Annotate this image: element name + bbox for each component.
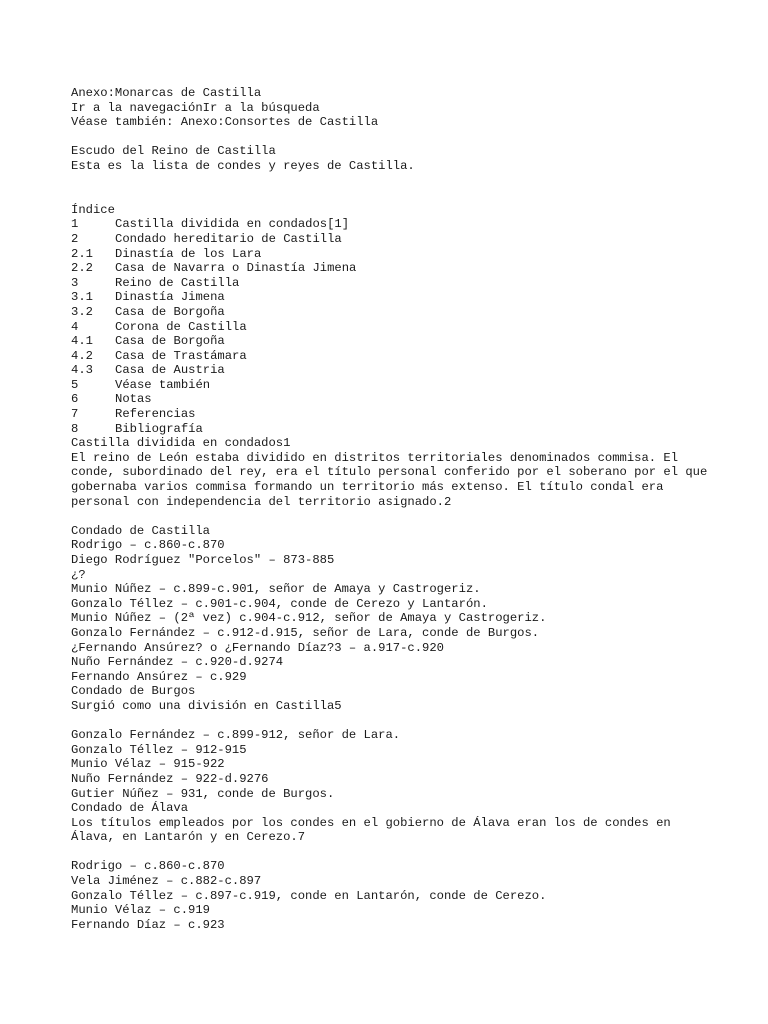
list-item: ¿? — [71, 567, 86, 582]
list-item: Rodrigo – c.860-c.870 — [71, 538, 225, 553]
toc-item-number: 8 — [71, 421, 79, 436]
toc-item[interactable] — [71, 276, 711, 291]
list-item: Gonzalo Téllez – c.897-c.919, conde en Lantarón, conde de Cerezo. — [71, 888, 547, 903]
list-item: Nuño Fernández – c.920-d.9274 — [71, 655, 284, 670]
list-item: Fernando Ansúrez – c.929 — [71, 669, 247, 684]
section-heading-alava: Condado de Álava — [71, 801, 189, 816]
list-item: ¿Fernando Ansúrez? o ¿Fernando Díaz?3 – a.917-c.920 — [71, 640, 444, 655]
toc-item-number: 2.1 — [71, 246, 93, 261]
list-item: Gonzalo Téllez – c.901-c.904, conde de Cerezo y Lantarón. — [71, 596, 488, 611]
toc-item[interactable] — [71, 422, 711, 437]
toc-item-label[interactable]: Corona de Castilla — [115, 319, 247, 334]
toc-item-label[interactable]: Dinastía Jimena — [115, 290, 225, 305]
list-item: Nuño Fernández – 922-d.9276 — [71, 771, 269, 786]
toc-item[interactable] — [71, 261, 711, 276]
toc-item-label[interactable]: Dinastía de los Lara — [115, 246, 262, 261]
toc-item-number: 3.1 — [71, 290, 93, 305]
list-item: Vela Jiménez – c.882-c.897 — [71, 874, 262, 889]
list-item: Diego Rodríguez "Porcelos" – 873-885 — [71, 553, 335, 567]
list-item: Gonzalo Téllez – 912-915 — [71, 742, 247, 757]
list-item: Munio Núñez – c.899-c.901, señor de Amaya y Castrogeriz. — [71, 582, 481, 597]
burgos-count-list — [71, 728, 711, 801]
toc-item-label[interactable]: Referencias — [115, 407, 196, 422]
list-item: Gutier Núñez – 931, conde de Burgos. — [71, 786, 335, 801]
toc-item[interactable] — [71, 392, 711, 407]
toc-item-label[interactable]: Reino de Castilla — [115, 275, 240, 290]
burgos-intro: Surgió como una división en Castilla5 — [71, 698, 342, 713]
toc-item-label[interactable]: Casa de Borgoña — [115, 304, 225, 319]
intro-summary: Esta es la lista de condes y reyes de Castilla. — [71, 158, 415, 173]
section-heading-burgos: Condado de Burgos — [71, 684, 196, 699]
toc-item-number: 4 — [71, 319, 79, 334]
toc-item-number: 4.2 — [71, 348, 93, 363]
list-item: Gonzalo Fernández – c.899-912, señor de Lara. — [71, 728, 401, 743]
toc-item[interactable] — [71, 378, 711, 393]
toc-item-label[interactable]: Casa de Borgoña — [115, 334, 225, 349]
section-heading-condados: Castilla dividida en condados1 — [71, 436, 291, 451]
toc-item-number: 2.2 — [71, 261, 93, 276]
toc-item-label[interactable]: Casa de Austria — [115, 363, 225, 378]
toc-item[interactable] — [71, 247, 711, 262]
list-item: Rodrigo – c.860-c.870 — [71, 859, 225, 874]
toc-item-number: 6 — [71, 392, 79, 407]
table-of-contents — [71, 217, 711, 436]
toc-item[interactable] — [71, 349, 711, 364]
toc-item-label[interactable]: Bibliografía — [115, 421, 203, 436]
see-also-link[interactable]: Véase también: Anexo:Consortes de Castilla — [71, 115, 379, 130]
spacer — [71, 130, 711, 145]
toc-item-label[interactable]: Casa de Navarra o Dinastía Jimena — [115, 261, 357, 276]
spacer — [71, 174, 711, 203]
toc-item-label[interactable]: Condado hereditario de Castilla — [115, 231, 342, 246]
toc-item[interactable] — [71, 232, 711, 247]
toc-item[interactable] — [71, 363, 711, 378]
toc-item-number: 3 — [71, 275, 79, 290]
list-item: Munio Núñez – (2ª vez) c.904-c.912, señor de Amaya y Castrogeriz. — [71, 611, 547, 626]
list-item: Munio Vélaz – c.919 — [71, 903, 210, 918]
toc-item-label[interactable]: Casa de Trastámara — [115, 348, 247, 363]
toc-item-number: 4.1 — [71, 334, 93, 349]
toc-item[interactable] — [71, 290, 711, 305]
alava-count-list — [71, 859, 711, 932]
toc-item-number: 1 — [71, 217, 79, 232]
toc-item[interactable] — [71, 305, 711, 320]
toc-item[interactable] — [71, 320, 711, 335]
coat-of-arms-caption: Escudo del Reino de Castilla — [71, 144, 276, 159]
section-paragraph-condados: El reino de León estaba dividido en distritos territoriales denominados commisa. El conde, subordinado del rey, era el título personal conferido por el soberano por el que gobernaba varios commisa formando un territorio más extenso. El título condal era personal con independencia del territorio asignado.2 — [71, 450, 708, 509]
castilla-count-list — [71, 538, 711, 684]
list-item: Fernando Díaz – c.923 — [71, 917, 225, 932]
section-heading-castilla: Condado de Castilla — [71, 523, 210, 538]
spacer — [71, 845, 711, 860]
toc-item-number: 2 — [71, 231, 79, 246]
toc-item-label[interactable]: Véase también — [115, 377, 211, 392]
toc-item-label[interactable]: Castilla dividida en condados[1] — [115, 217, 350, 232]
spacer — [71, 509, 711, 524]
toc-item-number: 5 — [71, 377, 79, 392]
spacer — [71, 714, 711, 729]
alava-intro: Los títulos empleados por los condes en el gobierno de Álava eran los de condes en Álava, en Lantarón y en Cerezo.7 — [71, 815, 671, 845]
document-page — [71, 86, 711, 932]
toc-item[interactable] — [71, 407, 711, 422]
navigation-links[interactable]: Ir a la navegaciónIr a la búsqueda — [71, 100, 320, 115]
toc-title: Índice — [71, 202, 115, 217]
toc-item[interactable] — [71, 217, 711, 232]
list-item: Gonzalo Fernández – c.912-d.915, señor de Lara, conde de Burgos. — [71, 625, 540, 640]
list-item: Munio Vélaz – 915-922 — [71, 757, 225, 772]
toc-item-label[interactable]: Notas — [115, 392, 152, 407]
page-title: Anexo:Monarcas de Castilla — [71, 86, 262, 100]
toc-item-number: 4.3 — [71, 363, 93, 378]
toc-item[interactable] — [71, 334, 711, 349]
toc-item-number: 7 — [71, 407, 79, 422]
toc-item-number: 3.2 — [71, 304, 93, 319]
